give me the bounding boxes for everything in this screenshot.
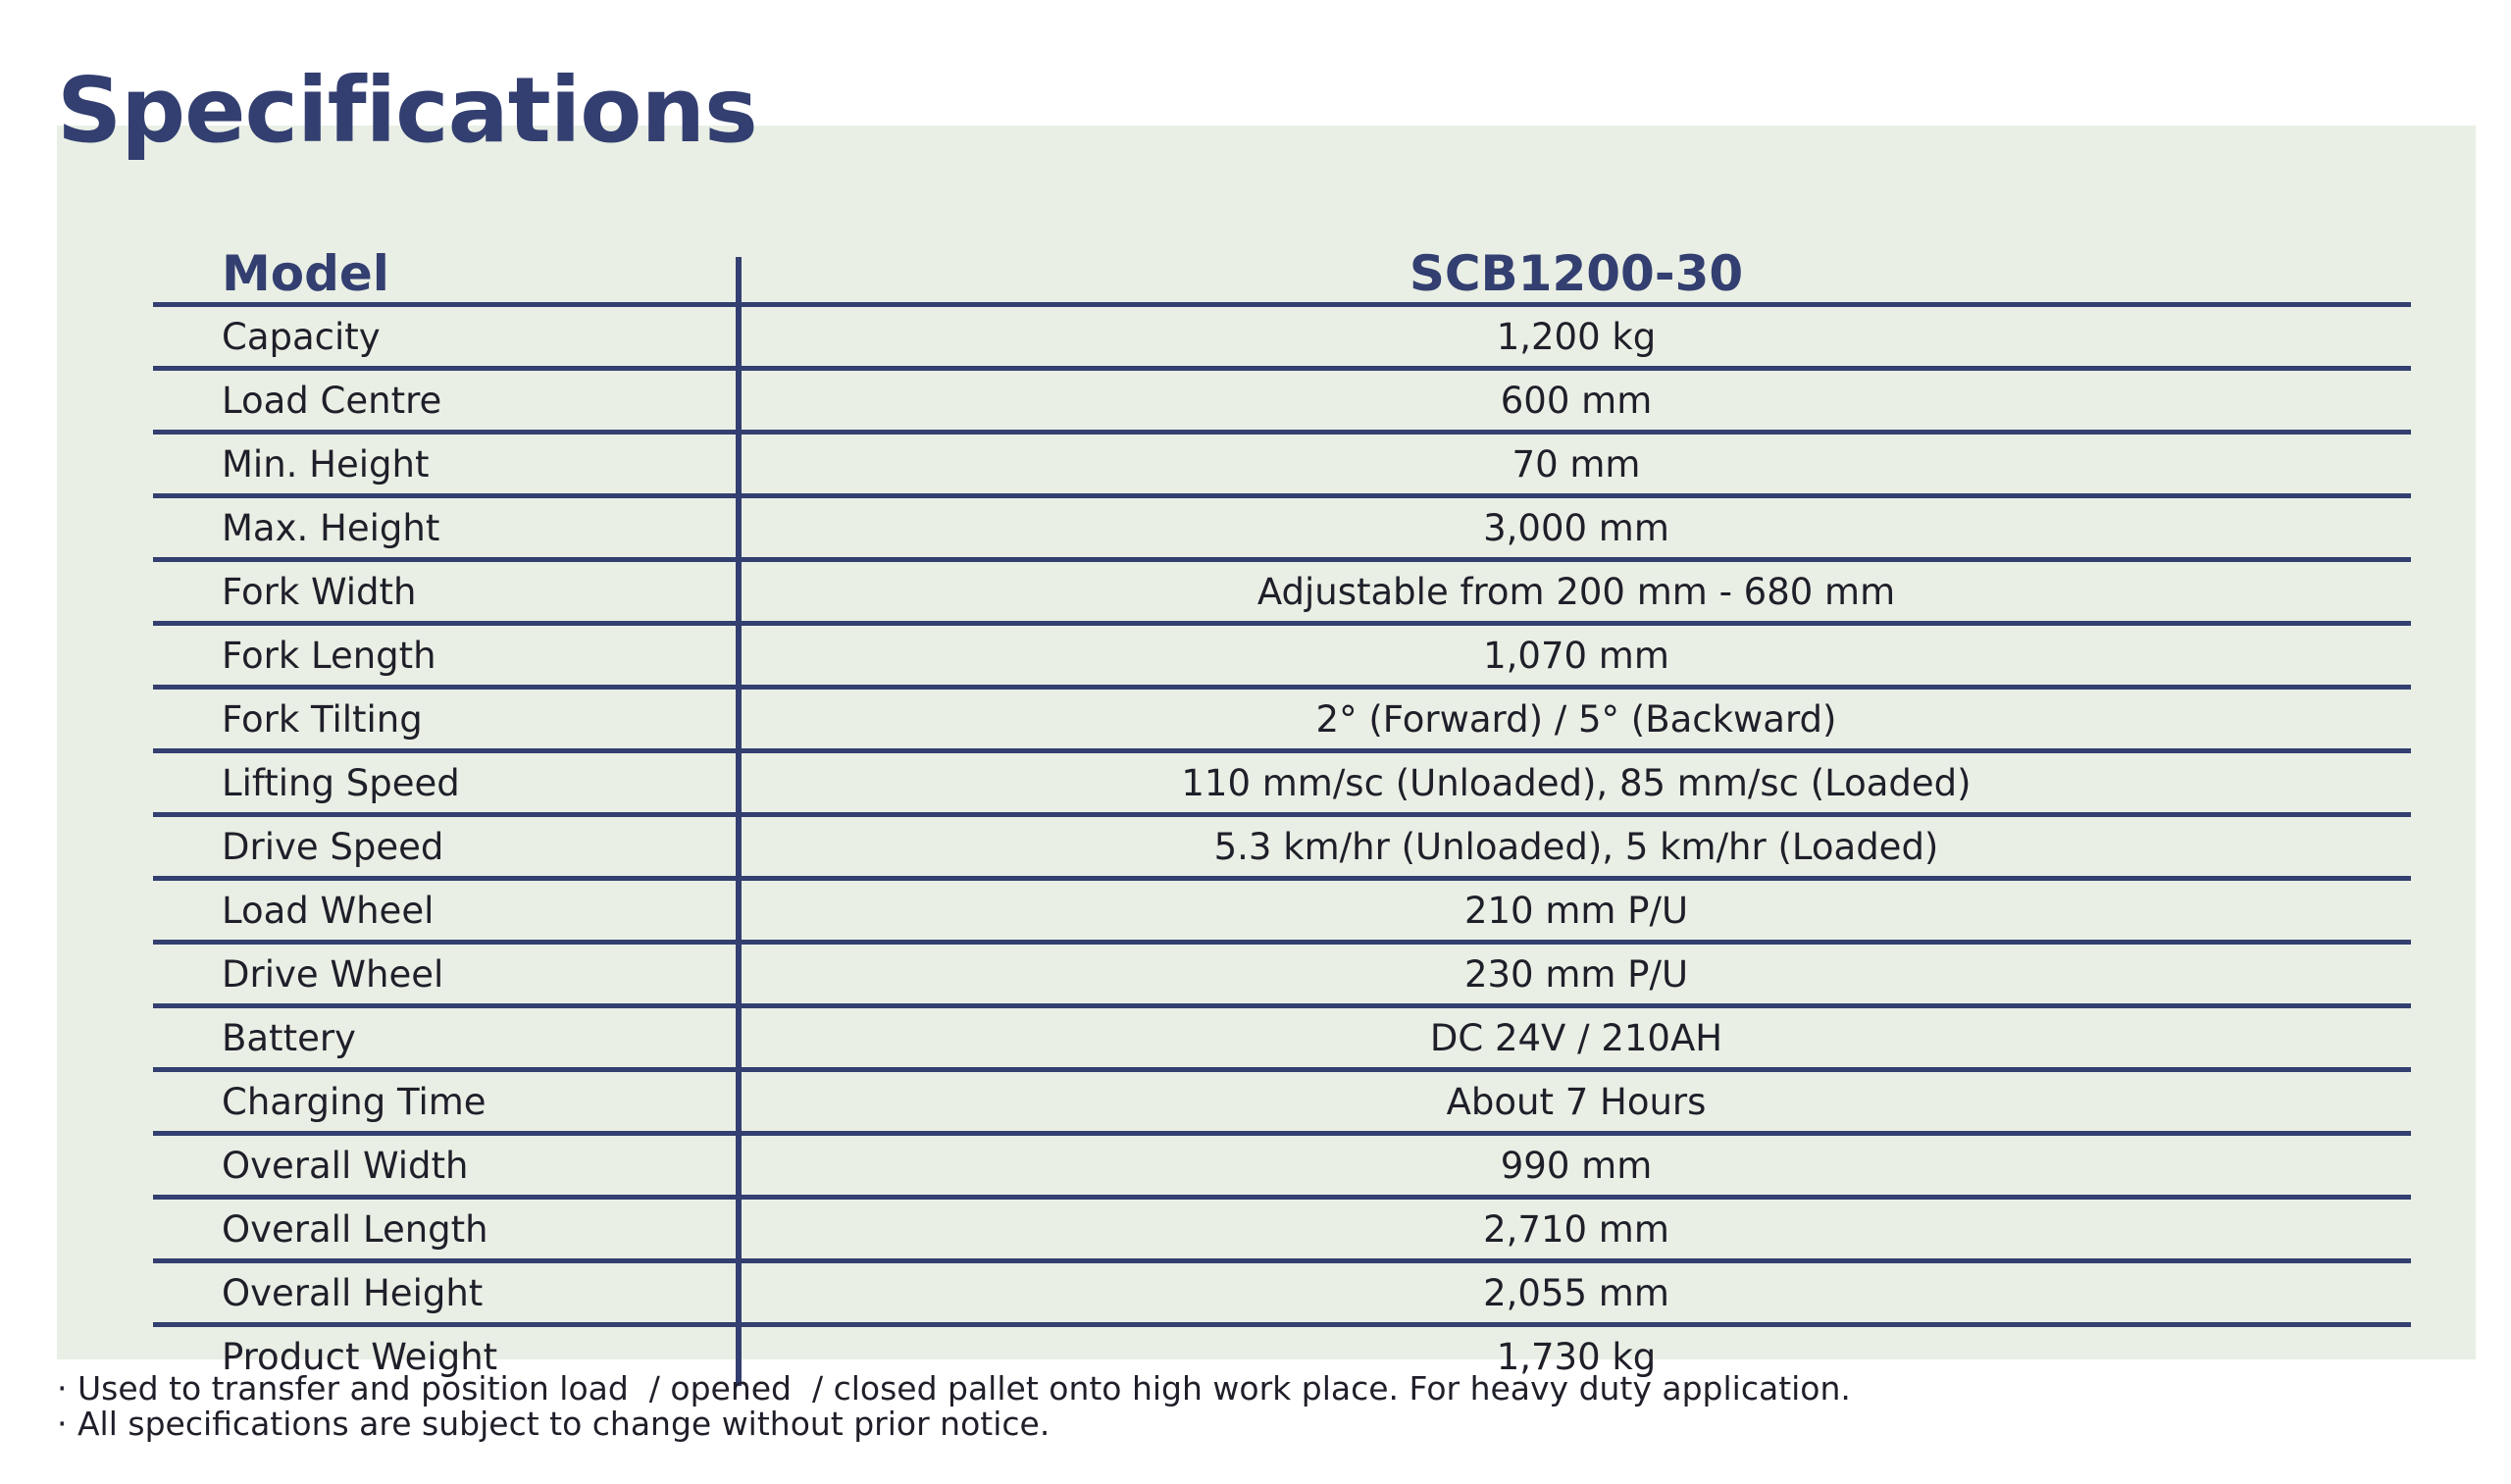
- spec-value: 2,710 mm: [1483, 1207, 1669, 1251]
- spec-value: 990 mm: [1500, 1144, 1653, 1187]
- table-row: [153, 1072, 2411, 1136]
- spec-table: [153, 245, 2411, 1386]
- spec-label: Min. Height: [153, 435, 742, 493]
- spec-value: Adjustable from 200 mm - 680 mm: [1256, 570, 1896, 613]
- table-row: [153, 626, 2411, 690]
- spec-label: Load Centre: [153, 371, 742, 430]
- table-row: [153, 562, 2411, 626]
- spec-label: Overall Height: [153, 1263, 742, 1322]
- spec-value: 2,055 mm: [1483, 1271, 1669, 1314]
- spec-value: 3,000 mm: [1483, 506, 1669, 549]
- table-row: [153, 945, 2411, 1008]
- spec-value: 1,200 kg: [1496, 315, 1657, 358]
- table-row: [153, 753, 2411, 817]
- spec-value: 70 mm: [1512, 442, 1641, 486]
- spec-value: 1,070 mm: [1483, 634, 1669, 677]
- spec-label: Overall Length: [153, 1200, 742, 1258]
- table-row: [153, 1263, 2411, 1327]
- table-row: [153, 1136, 2411, 1200]
- spec-label: Max. Height: [153, 498, 742, 557]
- table-row: [153, 817, 2411, 881]
- spec-value: 600 mm: [1500, 379, 1653, 422]
- spec-value: DC 24V / 210AH: [1429, 1016, 1723, 1059]
- spec-value: 230 mm P/U: [1463, 952, 1689, 996]
- spec-label: Fork Length: [153, 626, 742, 685]
- spec-value: 1,730 kg: [1496, 1335, 1657, 1378]
- footnotes: [57, 1371, 1851, 1442]
- spec-label: Capacity: [153, 307, 742, 366]
- spec-label: Charging Time: [153, 1072, 742, 1131]
- table-row: [153, 690, 2411, 753]
- footnote-disclaimer: · All specifications are subject to change without prior notice.: [57, 1405, 1051, 1443]
- spec-label: Product Weight: [153, 1327, 742, 1386]
- header-model-cell: SCB1200-30: [1409, 245, 1744, 302]
- table-row: [153, 1008, 2411, 1072]
- spec-label: Battery: [153, 1008, 742, 1067]
- spec-label: Drive Speed: [153, 817, 742, 876]
- spec-value: 2° (Forward) / 5° (Backward): [1315, 697, 1837, 741]
- table-row: [153, 1200, 2411, 1263]
- spec-label: Overall Width: [153, 1136, 742, 1195]
- spec-value: 5.3 km/hr (Unloaded), 5 km/hr (Loaded): [1213, 825, 1939, 868]
- table-row: [153, 435, 2411, 498]
- spec-label: Load Wheel: [153, 881, 742, 940]
- spec-label: Lifting Speed: [153, 753, 742, 812]
- spec-value: 110 mm/sc (Unloaded), 85 mm/sc (Loaded): [1181, 761, 1972, 804]
- spec-label: Fork Width: [153, 562, 742, 621]
- table-row: [153, 498, 2411, 562]
- spec-label: Drive Wheel: [153, 945, 742, 1003]
- table-row: [153, 371, 2411, 435]
- spec-value: 210 mm P/U: [1463, 889, 1689, 932]
- table-header-row: [153, 245, 2411, 307]
- spec-label: Fork Tilting: [153, 690, 742, 748]
- header-label-cell: Model: [153, 257, 742, 302]
- table-row: [153, 881, 2411, 945]
- footnote-usage: · Used to transfer and position load / opened / closed pallet onto high work place. For heavy duty application.: [57, 1369, 1851, 1407]
- spec-value: About 7 Hours: [1446, 1080, 1707, 1123]
- page-title: Specifications: [57, 58, 757, 163]
- table-row: [153, 307, 2411, 371]
